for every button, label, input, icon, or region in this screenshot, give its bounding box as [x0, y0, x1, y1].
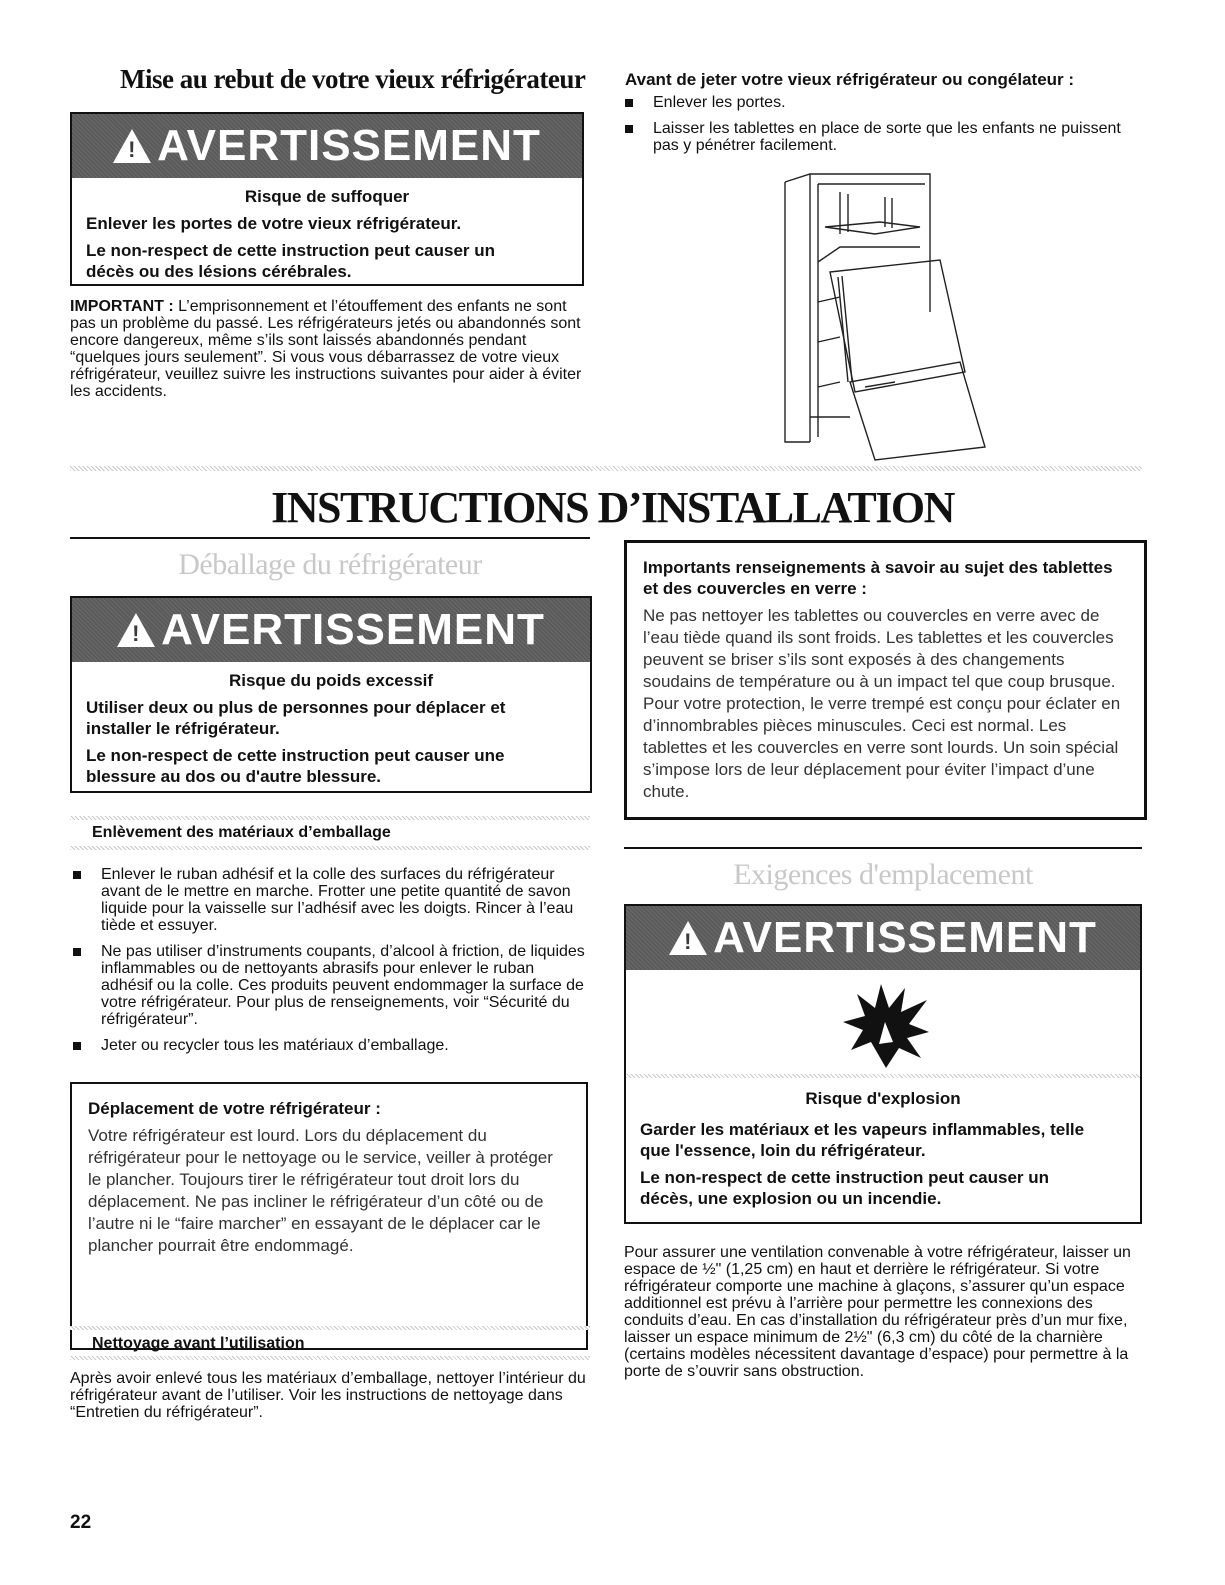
before-disposal-heading: Avant de jeter votre vieux réfrigérateur ou congélateur :: [625, 70, 1075, 89]
warning-triangle-icon: [117, 613, 155, 647]
subsection-rule: [70, 1326, 590, 1330]
unpacking-section-title: Déballage du réfrigérateur: [178, 548, 482, 581]
important-label: IMPORTANT :: [70, 298, 174, 315]
warning-line: Garder les matériaux et les vapeurs inflammables, telle que l'essence, loin du réfrigérateur.: [640, 1120, 1085, 1160]
section-divider: [70, 466, 1142, 471]
warning-banner-label: AVERTISSEMENT: [713, 913, 1097, 962]
warning-triangle-icon: [113, 129, 151, 163]
explosion-icon: [841, 982, 931, 1068]
warning-consequence: Le non-respect de cette instruction peut causer une blessure au dos ou d'autre blessure.: [86, 746, 505, 786]
packaging-removal-title: Enlèvement des matériaux d’emballage: [92, 824, 391, 841]
warning-banner-label: AVERTISSEMENT: [161, 605, 545, 654]
cleaning-title: Nettoyage avant l’utilisation: [92, 1335, 305, 1352]
warning-line: Enlever les portes de votre vieux réfrigérateur.: [86, 214, 462, 233]
main-title: INSTRUCTIONS D’INSTALLATION: [271, 483, 954, 532]
glass-heading: Importants renseignements à savoir au sujet des tablettes et des couvercles en verre :: [643, 558, 1113, 598]
list-item: Ne pas utiliser d’instruments coupants, d’alcool à friction, de liquides inflammables ou de nettoyants abrasifs pour enlever le ruban adhésif ou la colle. Ces produits peuvent endommager la surface de votre réfrigérateur. Pour plus de renseignements, voir “Sécurité du réfrigérateur”.: [73, 943, 585, 1028]
subsection-rule: [70, 1356, 590, 1360]
warning-risk: Risque d'explosion: [805, 1089, 961, 1108]
warning-banner: [72, 598, 590, 662]
warning-consequence: Le non-respect de cette instruction peut causer un décès, une explosion ou un incendie.: [640, 1168, 1050, 1208]
list-item: Laisser les tablettes en place de sorte que les enfants ne puissent pas y pénétrer facilement.: [625, 120, 1135, 154]
warning-triangle-icon: [669, 921, 707, 955]
glass-text: Ne pas nettoyer les tablettes ou couvercles en verre avec de l’eau tiède quand ils sont froids. Les tablettes et les couvercles peuvent se briser s’ils sont exposés à des changements soudains de température ou à un impact tel que coup brusque. Pour votre protection, le verre trempé est conçu pour éclater en d’innombrables pièces minuscules. Ceci est normal. Les tablettes et les couvercles en verre sont lourds. Un soin spécial s’impose lors de leur déplacement pour éviter l’impact d’une chute.: [643, 606, 1121, 801]
warning-risk: Risque du poids excessif: [228, 671, 434, 690]
section-rule: [70, 537, 590, 539]
glass-shelves-box: [624, 540, 1147, 820]
warning-consequence: Le non-respect de cette instruction peut causer un décès ou des lésions cérébrales.: [86, 241, 496, 281]
warning-box-explosion: [624, 904, 1142, 1224]
list-item: Jeter ou recycler tous les matériaux d’emballage.: [73, 1037, 585, 1054]
subsection-rule: [70, 816, 590, 820]
refrigerator-illustration: [780, 172, 990, 462]
moving-refrigerator-box: [70, 1082, 588, 1350]
list-item: Enlever le ruban adhésif et la colle des surfaces du réfrigérateur avant de le mettre en marche. Frotter une petite quantité de savon liquide pour la vaisselle sur l’adhésif avec les doigts. Rincer à l’eau tiède et essuyer.: [73, 866, 585, 934]
section-rule: [624, 847, 1142, 849]
warning-banner: [72, 114, 582, 178]
list-item: Enlever les portes.: [625, 94, 1135, 111]
important-paragraph: [70, 298, 590, 400]
location-section-title: Exigences d'emplacement: [733, 858, 1033, 891]
warning-box-weight: [70, 596, 592, 793]
cleaning-text: Après avoir enlevé tous les matériaux d’emballage, nettoyer l’intérieur du réfrigérateur avant de l’utiliser. Voir les instructions de nettoyage dans “Entretien du réfrigérateur”.: [70, 1370, 586, 1421]
warning-risk: Risque de suffoquer: [244, 187, 410, 206]
warning-banner-label: AVERTISSEMENT: [157, 121, 541, 170]
moving-heading: Déplacement de votre réfrigérateur :: [88, 1099, 381, 1118]
explosion-icon-area: [626, 970, 1140, 1074]
warning-box-suffocation: [70, 112, 584, 286]
page-number: 22: [70, 1512, 92, 1533]
packaging-removal-list: [73, 866, 585, 1063]
warning-banner: [626, 906, 1140, 970]
warning-line: Utiliser deux ou plus de personnes pour déplacer et installer le réfrigérateur.: [86, 698, 506, 738]
location-text: Pour assurer une ventilation convenable à votre réfrigérateur, laisser un espace de ½" (1,25 cm) en haut et derrière le réfrigérateur. Si votre réfrigérateur comporte une machine à glaçons, s’assurer qu’un espace additionnel est prévu à l’arrière pour permettre les connexions des conduits d’eau. En cas d’installation du réfrigérateur près d’un mur fixe, laisser un espace minimum de 2½" (6,3 cm) du côté de la charnière (certains modèles nécessitent davantage d’espace) pour permettre à la porte de s’ouvrir sans obstruction.: [624, 1244, 1131, 1380]
before-disposal-list: [625, 94, 1135, 163]
moving-text: Votre réfrigérateur est lourd. Lors du déplacement du réfrigérateur pour le nettoyage ou le service, veiller à protéger le plancher. Toujours tirer le réfrigérateur tout droit lors du déplacement. Ne pas incliner le réfrigérateur d’un côté ou de l’autre ni le “faire marcher” en essayant de le déplacer car le plancher pourrait être endommagé.: [88, 1126, 553, 1255]
subsection-rule: [70, 846, 590, 850]
important-text: L’emprisonnement et l’étouffement des enfants ne sont pas un problème du passé. Les réfrigérateurs jetés ou abandonnés sont encore dangereux, même s’ils sont laissés abandonnés pendant “quelques jours seulement”. Si vous vous débarrassez de votre vieux réfrigérateur, veuillez suivre les instructions suivantes pour aider à éviter les accidents.: [70, 298, 582, 400]
disposal-title: Mise au rebut de votre vieux réfrigérateur: [120, 64, 586, 94]
